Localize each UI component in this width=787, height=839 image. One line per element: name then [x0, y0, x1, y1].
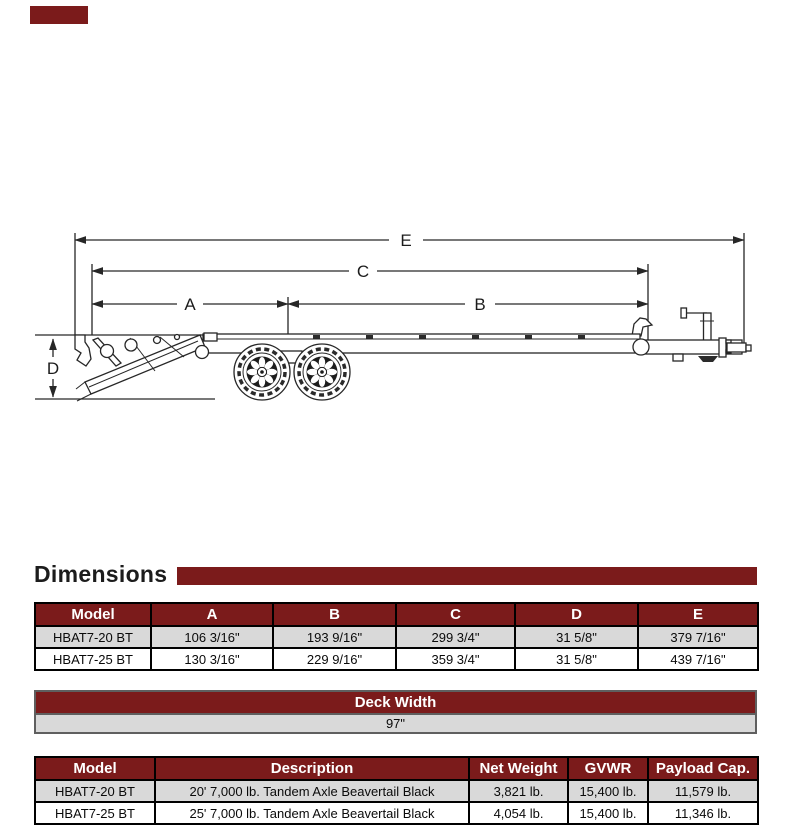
- table-cell: 31 5/8": [515, 648, 638, 670]
- table-header-row: [35, 757, 758, 780]
- table-cell: 15,400 lb.: [568, 780, 648, 802]
- table-row: [35, 648, 758, 670]
- table-cell: 229 9/16": [273, 648, 396, 670]
- table-cell: 359 3/4": [396, 648, 515, 670]
- header-cell: Model: [35, 603, 151, 626]
- table-cell: 31 5/8": [515, 626, 638, 648]
- dimension-line-b: [288, 295, 648, 314]
- header-cell: C: [396, 603, 515, 626]
- table-cell: 11,579 lb.: [648, 780, 758, 802]
- jack-foot-plate: [698, 356, 718, 362]
- table-cell: 15,400 lb.: [568, 802, 648, 824]
- dimensions-section-header: [34, 563, 757, 586]
- table-cell: 130 3/16": [151, 648, 273, 670]
- table-cell: HBAT7-20 BT: [35, 626, 151, 648]
- trailer-drawing: [35, 308, 751, 401]
- header-cell: A: [151, 603, 273, 626]
- section-title-bar: [177, 567, 757, 585]
- dimensions-table: [34, 602, 759, 671]
- header-cell: E: [638, 603, 758, 626]
- header-cell: Net Weight: [469, 757, 568, 780]
- table-cell: HBAT7-25 BT: [35, 648, 151, 670]
- table-cell: 106 3/16": [151, 626, 273, 648]
- table-row: [35, 802, 758, 824]
- dim-label-a: A: [184, 295, 196, 314]
- wheel-front: [234, 344, 290, 400]
- table-cell: 97": [35, 714, 756, 733]
- header-cell: Deck Width: [35, 691, 756, 714]
- table-cell: 379 7/16": [638, 626, 758, 648]
- table-header-row: [35, 603, 758, 626]
- ramp-stand-bracket: [632, 318, 652, 336]
- table-cell: 11,346 lb.: [648, 802, 758, 824]
- tongue-foot: [673, 354, 683, 361]
- header-cell: GVWR: [568, 757, 648, 780]
- header-cell: Model: [35, 757, 155, 780]
- beavertail-ramp: [75, 333, 217, 401]
- header-cell: D: [515, 603, 638, 626]
- tongue-pipe: [633, 339, 649, 355]
- dimension-line-c: [92, 262, 648, 340]
- wheel-rear: [294, 344, 350, 400]
- section-title: Dimensions: [34, 561, 168, 587]
- table-cell: 299 3/4": [396, 626, 515, 648]
- dim-label-e: E: [400, 231, 412, 250]
- table-cell: 20' 7,000 lb. Tandem Axle Beavertail Black: [155, 780, 469, 802]
- deck-width-table: [34, 690, 757, 734]
- dim-label-b: B: [474, 295, 486, 314]
- dim-label-d: D: [46, 359, 60, 378]
- table-cell: 193 9/16": [273, 626, 396, 648]
- table-cell: 3,821 lb.: [469, 780, 568, 802]
- table-row: [35, 714, 756, 733]
- table-cell: 25' 7,000 lb. Tandem Axle Beavertail Black: [155, 802, 469, 824]
- header-cell: Description: [155, 757, 469, 780]
- tongue-jack: [681, 308, 714, 343]
- spec-table: [34, 756, 759, 825]
- table-header-row: [35, 691, 756, 714]
- table-row: [35, 780, 758, 802]
- dim-label-c: C: [356, 262, 370, 281]
- table-cell: HBAT7-25 BT: [35, 802, 155, 824]
- table-row: [35, 626, 758, 648]
- dimension-line-e: [75, 231, 744, 350]
- table-cell: 439 7/16": [638, 648, 758, 670]
- table-cell: HBAT7-20 BT: [35, 780, 155, 802]
- header-cell: Payload Cap.: [648, 757, 758, 780]
- header-cell: B: [273, 603, 396, 626]
- table-cell: 4,054 lb.: [469, 802, 568, 824]
